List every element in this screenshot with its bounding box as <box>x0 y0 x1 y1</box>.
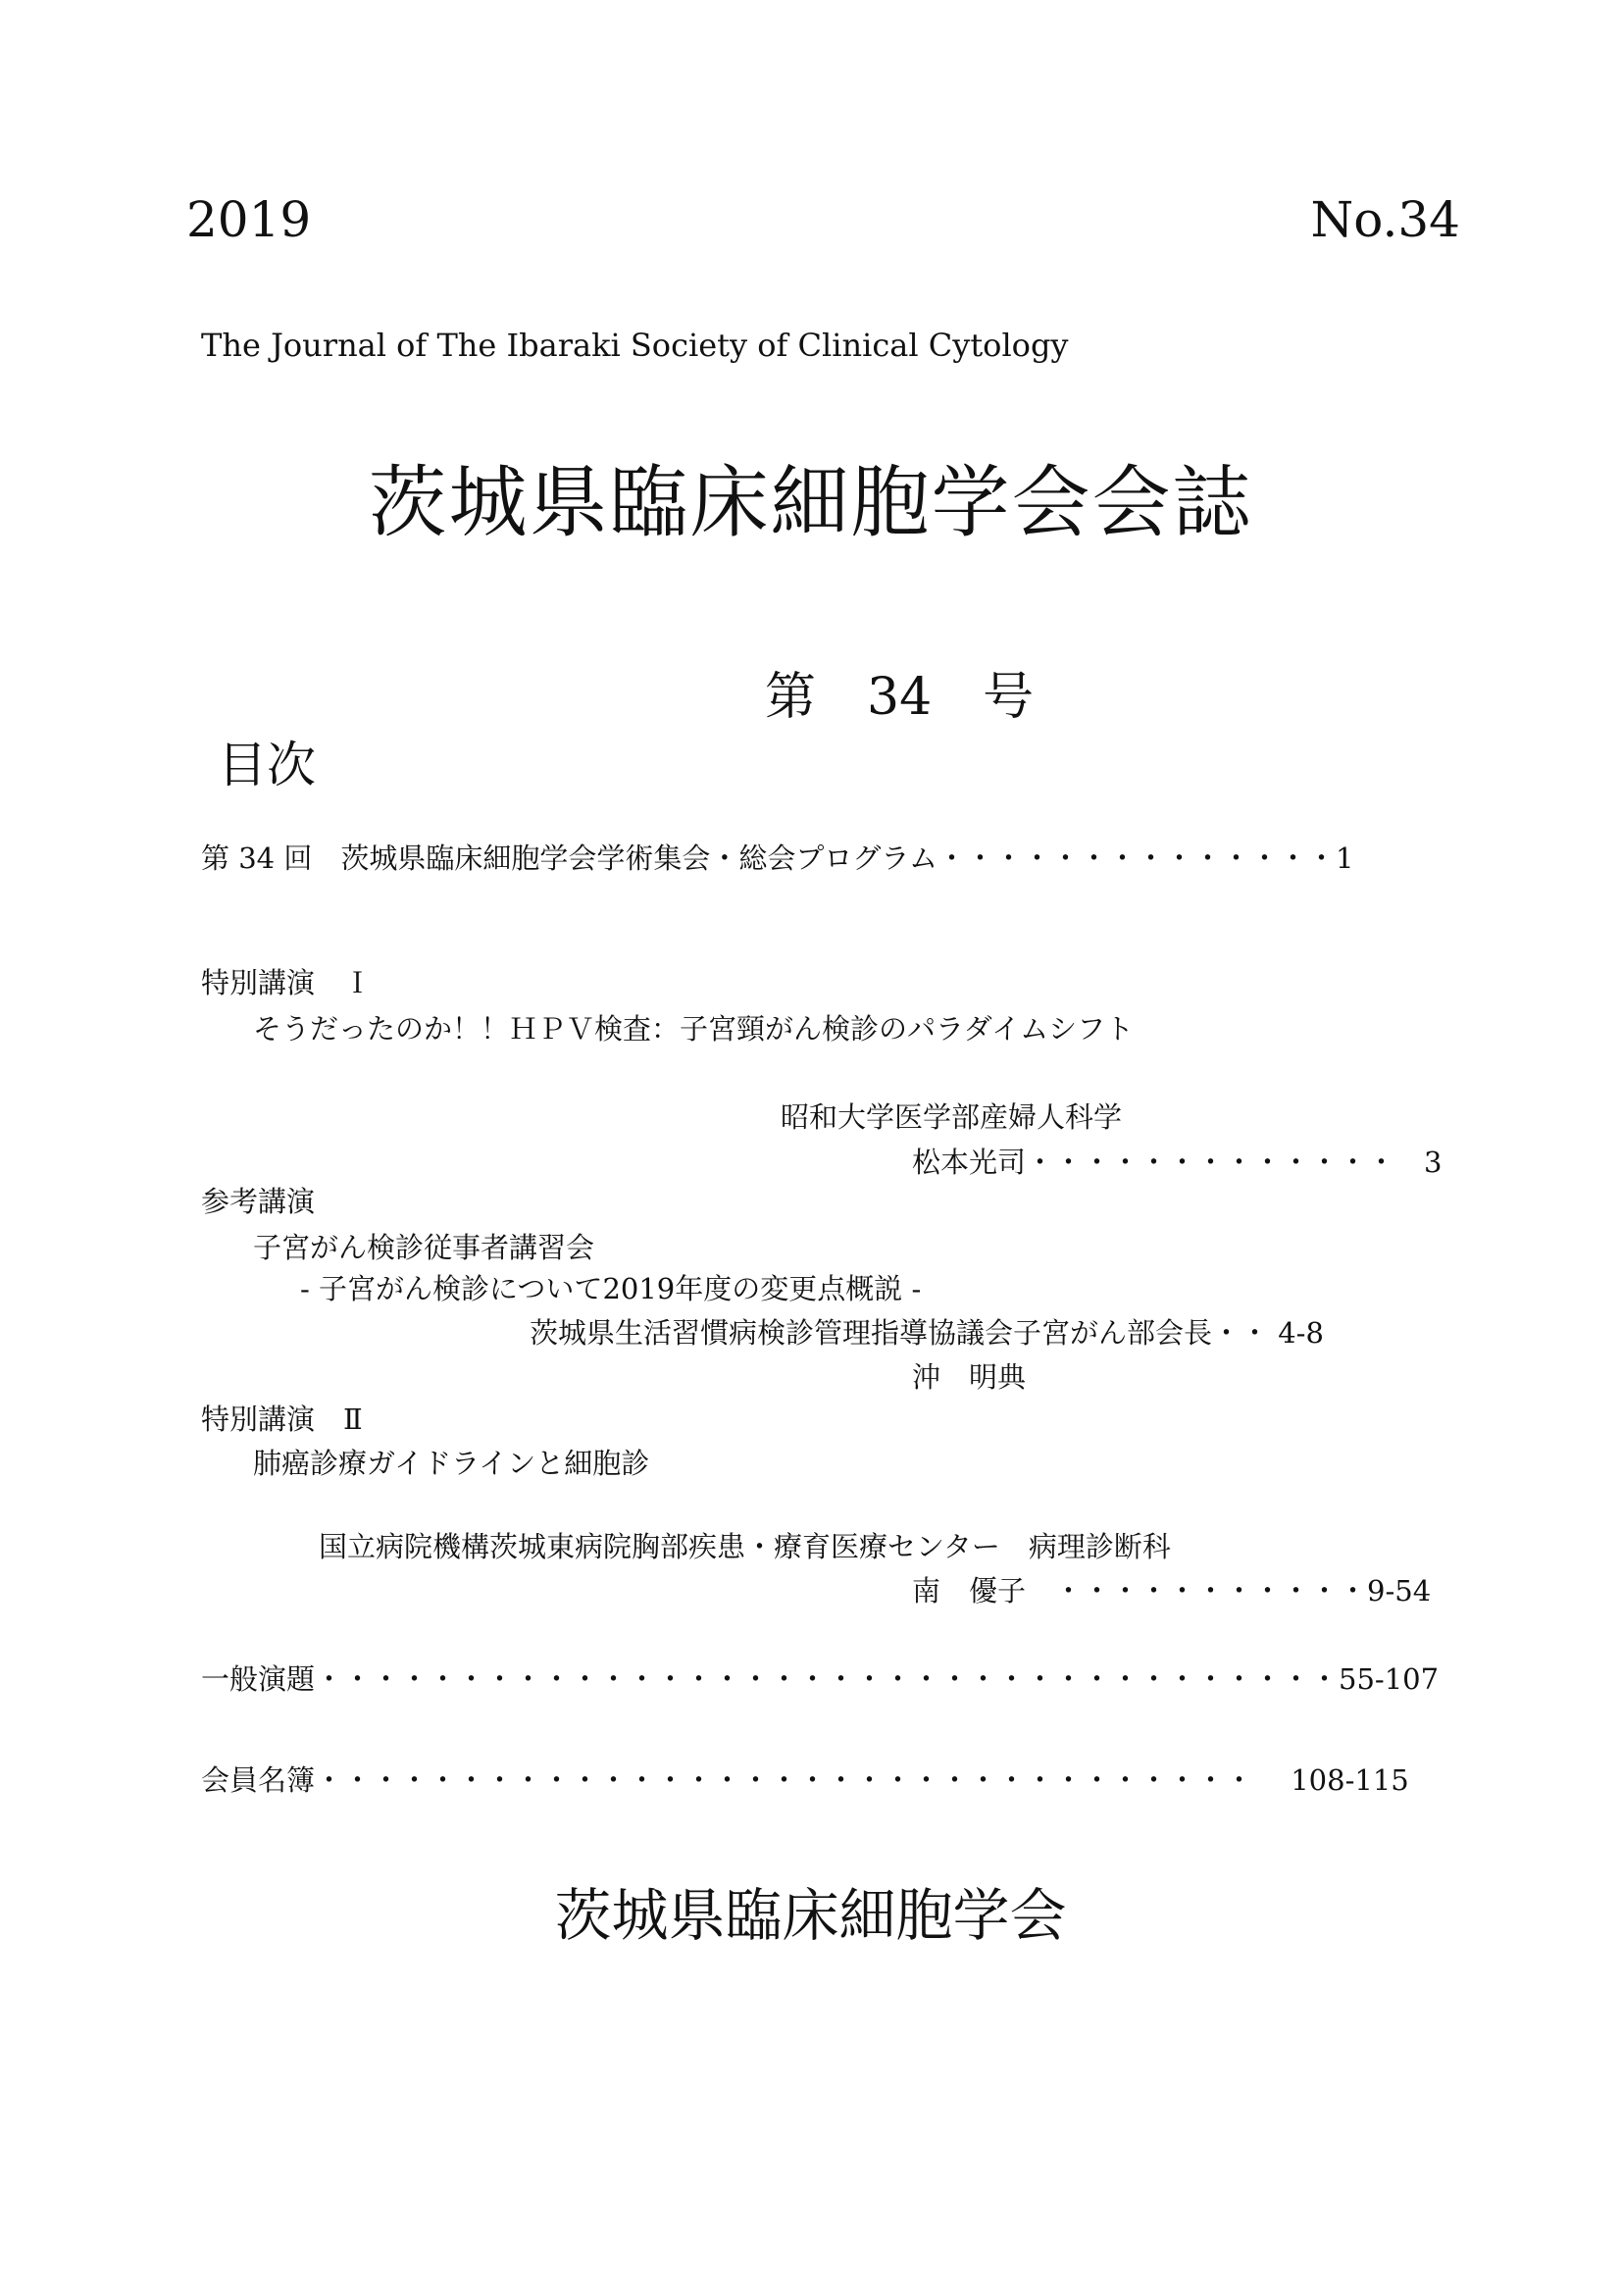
toc-special1-affiliation: 昭和大学医学部産婦人科学 <box>781 1100 1123 1134</box>
toc-special2-affiliation: 国立病院機構茨城東病院胸部疾患・療育医療センター 病理診断科 <box>319 1530 1171 1563</box>
journal-title: 茨城県臨床細胞学会会誌 <box>368 457 1253 548</box>
toc-special2-label: 特別講演 Ⅱ <box>201 1403 363 1436</box>
issue-number: No.34 <box>1310 191 1460 248</box>
toc-special1-author: 松本光司・・・・・・・・・・・・・ 3 <box>912 1146 1443 1179</box>
toc-member-list: 会員名簿・・・・・・・・・・・・・・・・・・・・・・・・・・・・・・・・・ 108-115 <box>201 1763 1409 1797</box>
toc-special1-title: そうだったのか！！ＨＰＶ検査：子宮頸がん検診のパラダイムシフト <box>253 1012 1135 1046</box>
toc-heading: 目次 <box>218 737 316 793</box>
toc-reference-subtitle: - 子宮がん検診について2019年度の変更点概説 - <box>300 1272 922 1305</box>
society-name: 茨城県臨床細胞学会 <box>554 1882 1067 1949</box>
toc-reference-label: 参考講演 <box>201 1185 316 1218</box>
toc-reference-author: 沖 明典 <box>912 1360 1027 1394</box>
english-journal-title: The Journal of The Ibaraki Society of Clinical Cytology <box>201 327 1069 364</box>
publication-year: 2019 <box>186 191 312 248</box>
volume-number: 第 34 号 <box>765 668 1035 727</box>
toc-reference-affiliation: 茨城県生活習慣病検診管理指導協議会子宮がん部会長・・ 4-8 <box>530 1316 1324 1350</box>
toc-special2-author: 南 優子 ・・・・・・・・・・・9-54 <box>912 1574 1432 1607</box>
toc-special2-title: 肺癌診療ガイドラインと細胞診 <box>253 1447 650 1480</box>
toc-program: 第 34 回 茨城県臨床細胞学会学術集会・総会プログラム・・・・・・・・・・・・・・1 <box>201 842 1354 875</box>
toc-special1-label: 特別講演 Ｉ <box>201 966 373 999</box>
toc-reference-title: 子宮がん検診従事者講習会 <box>253 1231 595 1264</box>
toc-general-presentations: 一般演題・・・・・・・・・・・・・・・・・・・・・・・・・・・・・・・・・・・・55-107 <box>201 1662 1440 1696</box>
